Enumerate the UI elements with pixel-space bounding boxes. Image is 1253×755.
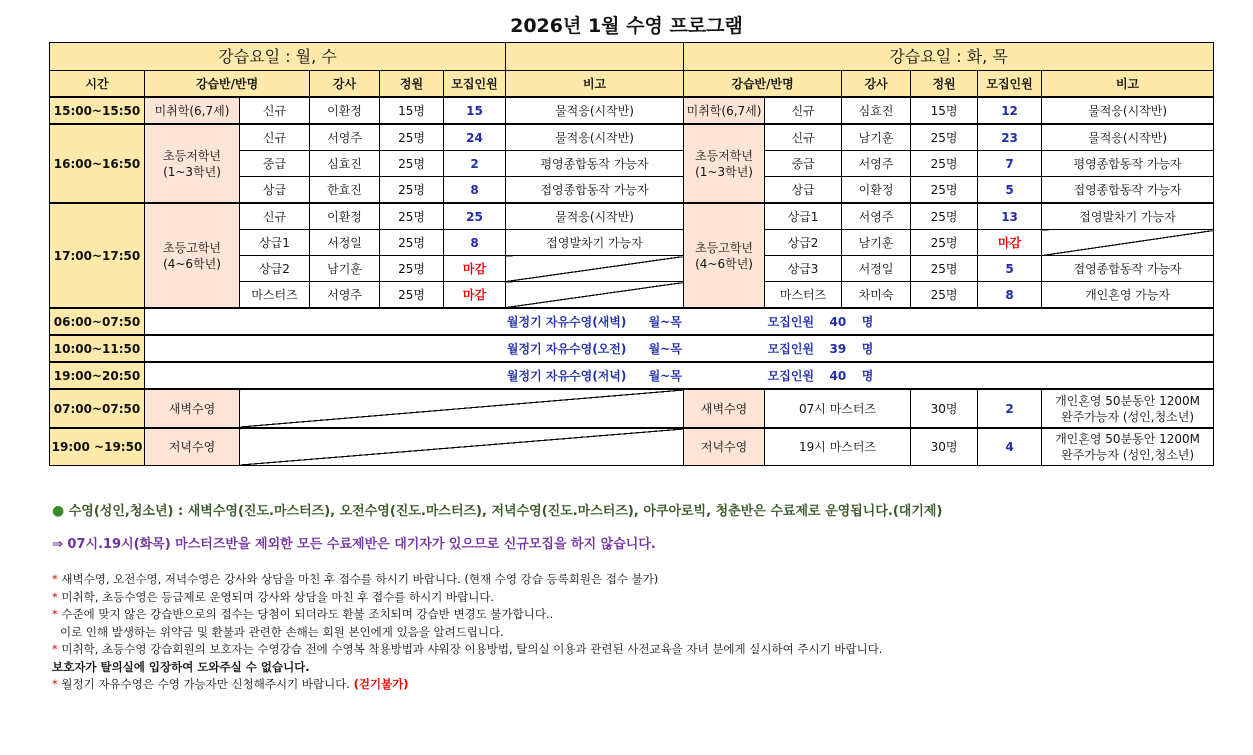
free-swim-label: 모집인원 — [767, 341, 815, 356]
recruit-cell-r: 13 — [978, 203, 1042, 230]
page-title: 2026년 1월 수영 프로그램 — [510, 15, 743, 37]
recruit-cell: 8 — [444, 230, 506, 256]
capacity-cell: 25명 — [380, 124, 444, 151]
bullet-dot-icon: ● — [52, 503, 65, 519]
adult-empty-cell — [240, 389, 684, 428]
note-cell-empty — [506, 256, 684, 282]
adult-name-cell: 새벽수영 — [145, 389, 240, 428]
adult-note-cell — [1042, 389, 1214, 428]
capacity-cell-r: 30명 — [911, 389, 978, 428]
teacher-cell-r: 서영주 — [842, 203, 911, 230]
asterisk-icon: * — [52, 607, 58, 621]
note-cell: 평영종합동작 가능자 — [506, 151, 684, 177]
capacity-cell-r: 25명 — [911, 256, 978, 282]
adult-note-line: 완주가능자 (성인,청소년) — [1061, 409, 1195, 424]
note-cell-r: 물적응(시작반) — [1042, 97, 1214, 124]
teacher-cell: 한효진 — [310, 177, 380, 204]
free-swim-row — [50, 308, 1214, 335]
adult-name-cell-r: 저녁수영 — [684, 428, 765, 465]
group-name: 초등저학년 — [163, 148, 221, 163]
note-text: 이로 인해 발생하는 위약금 및 환불과 관련한 손해는 회원 본인에게 있음을 알려드립니다. — [60, 624, 504, 639]
note-cell-r: 개인혼영 가능자 — [1042, 282, 1214, 309]
group-name: 초등고학년 — [163, 240, 221, 255]
level-cell-r: 마스터즈 — [765, 282, 842, 309]
days-left: 강습요일 : 월, 수 — [50, 43, 506, 71]
table-row — [50, 97, 1214, 124]
teacher-cell: 남기훈 — [310, 256, 380, 282]
header-teacher-r: 강사 — [842, 71, 911, 98]
level-cell-r: 신규 — [765, 124, 842, 151]
time-cell: 07:00~07:50 — [50, 389, 145, 428]
group-grade: (4~6학년) — [695, 256, 753, 271]
asterisk-icon: * — [52, 642, 58, 656]
free-swim-row — [50, 335, 1214, 362]
asterisk-icon: * — [52, 677, 58, 691]
group-cell-r — [684, 124, 765, 203]
recruit-cell: 2 — [444, 151, 506, 177]
table-row — [50, 203, 1214, 230]
group-cell-r: 미취학(6,7세) — [684, 97, 765, 124]
teacher-cell-r: 이환정 — [842, 177, 911, 204]
capacity-cell: 25명 — [380, 230, 444, 256]
recruit-cell-r: 12 — [978, 97, 1042, 124]
days-gap — [506, 43, 684, 71]
free-swim-days: 월~목 — [648, 368, 682, 383]
recruit-cell-r: 7 — [978, 151, 1042, 177]
header-row — [50, 71, 1214, 98]
free-swim-row — [50, 362, 1214, 389]
note-cell-r: 접영종합동작 가능자 — [1042, 256, 1214, 282]
fine-print — [52, 571, 1222, 694]
adult-class-cell: 19시 마스터즈 — [765, 428, 911, 465]
capacity-cell-r: 25명 — [911, 203, 978, 230]
teacher-cell: 이환정 — [310, 97, 380, 124]
free-swim-name: 월정기 자유수영(저녁) — [506, 368, 627, 383]
recruit-cell: 마감 — [444, 282, 506, 309]
adult-name-cell: 저녁수영 — [145, 428, 240, 465]
note-line — [52, 589, 1222, 607]
note-line — [52, 641, 1222, 659]
level-cell: 상급2 — [240, 256, 310, 282]
header-note-r: 비고 — [1042, 71, 1214, 98]
group-cell-r — [684, 203, 765, 308]
capacity-cell: 25명 — [380, 151, 444, 177]
capacity-cell-r: 25명 — [911, 282, 978, 309]
capacity-cell: 15명 — [380, 97, 444, 124]
note-text: 수준에 맞지 않은 강습반으로의 접수는 당첨이 되더라도 환불 조치되며 강습반 변경도 불가합니다.. — [61, 607, 554, 621]
recruit-cell-r: 5 — [978, 177, 1042, 204]
header-recruit-r: 모집인원 — [978, 71, 1042, 98]
capacity-cell: 25명 — [380, 256, 444, 282]
note-red-text: (걷기불가) — [353, 677, 409, 691]
header-recruit: 모집인원 — [444, 71, 506, 98]
free-swim-unit: 명 — [861, 368, 874, 383]
level-cell-r: 상급3 — [765, 256, 842, 282]
note-text: 보호자가 탈의실에 입장하여 도와주실 수 없습니다. — [52, 659, 310, 674]
level-cell-r: 상급1 — [765, 203, 842, 230]
capacity-cell-r: 25명 — [911, 177, 978, 204]
capacity-cell-r: 15명 — [911, 97, 978, 124]
header-teacher: 강사 — [310, 71, 380, 98]
free-swim-days: 월~목 — [648, 314, 682, 329]
adult-row — [50, 428, 1214, 465]
note-line — [52, 571, 1222, 589]
note-cell: 물적응(시작반) — [506, 203, 684, 230]
free-swim-name: 월정기 자유수영(새벽) — [506, 314, 627, 329]
asterisk-icon: * — [52, 589, 58, 604]
recruit-cell-r: 마감 — [978, 230, 1042, 256]
recruit-cell: 25 — [444, 203, 506, 230]
time-cell: 19:00 ~19:50 — [50, 428, 145, 465]
free-swim-label: 모집인원 — [767, 368, 815, 383]
note-line — [52, 606, 1222, 624]
note-text: 새벽수영, 오전수영, 저녁수영은 강사와 상담을 마친 후 접수를 하시기 바랍니다. (현재 수영 강습 등록회원은 접수 불가) — [61, 572, 659, 586]
capacity-cell-r: 25명 — [911, 151, 978, 177]
note-cell: 접영종합동작 가능자 — [506, 177, 684, 204]
level-cell: 신규 — [240, 124, 310, 151]
recruit-cell-r: 8 — [978, 282, 1042, 309]
group-cell — [145, 203, 240, 308]
header-time: 시간 — [50, 71, 145, 98]
note-line — [52, 624, 1222, 642]
time-cell: 16:00~16:50 — [50, 124, 145, 203]
recruit-cell-r: 2 — [978, 389, 1042, 428]
group-grade: (4~6학년) — [163, 256, 221, 271]
note-text: 미취학, 초등수영은 등급제로 운영되며 강사와 상담을 마친 후 접수를 하시기 바랍니다. — [61, 589, 495, 604]
table-row — [50, 124, 1214, 151]
capacity-cell: 25명 — [380, 282, 444, 309]
level-cell-r: 상급 — [765, 177, 842, 204]
note-text: 월정기 자유수영은 수영 가능자만 신청해주시기 바랍니다. — [61, 677, 350, 691]
teacher-cell-r: 서영주 — [842, 151, 911, 177]
teacher-cell-r: 서정일 — [842, 256, 911, 282]
adult-row — [50, 389, 1214, 428]
recruit-cell: 15 — [444, 97, 506, 124]
capacity-cell-r: 30명 — [911, 428, 978, 465]
level-cell: 신규 — [240, 203, 310, 230]
header-capacity-r: 정원 — [911, 71, 978, 98]
days-right: 강습요일 : 화, 목 — [684, 43, 1214, 71]
header-note: 비고 — [506, 71, 684, 98]
note-line — [52, 676, 1222, 694]
level-cell: 마스터즈 — [240, 282, 310, 309]
notice-purple: ⇒ 07시.19시(화목) 마스터즈반을 제외한 모든 수료제반은 대기자가 있으므로 신규모집을 하지 않습니다. — [52, 537, 656, 552]
header-class-r: 강습반/반명 — [684, 71, 842, 98]
adult-note-line: 완주가능자 (성인,청소년) — [1061, 447, 1195, 462]
teacher-cell: 심효진 — [310, 151, 380, 177]
group-name: 초등고학년 — [695, 240, 754, 255]
note-cell: 물적응(시작반) — [506, 97, 684, 124]
free-swim-count: 40 — [829, 368, 847, 383]
note-cell-empty — [506, 282, 684, 309]
note-cell-r: 평영종합동작 가능자 — [1042, 151, 1214, 177]
time-cell: 06:00~07:50 — [50, 308, 145, 335]
recruit-cell: 24 — [444, 124, 506, 151]
teacher-cell-r: 차미숙 — [842, 282, 911, 309]
capacity-cell: 25명 — [380, 203, 444, 230]
capacity-cell: 25명 — [380, 177, 444, 204]
notice-green — [52, 500, 1222, 519]
level-cell-r: 신규 — [765, 97, 842, 124]
level-cell-r: 상급2 — [765, 230, 842, 256]
free-swim-unit: 명 — [861, 341, 874, 356]
level-cell: 중급 — [240, 151, 310, 177]
level-cell: 상급 — [240, 177, 310, 204]
note-cell: 접영발차기 가능자 — [506, 230, 684, 256]
adult-note-cell — [1042, 428, 1214, 465]
capacity-cell-r: 25명 — [911, 124, 978, 151]
free-swim-info — [145, 362, 1214, 389]
adult-empty-cell — [240, 428, 684, 465]
note-text: 미취학, 초등수영 강습회원의 보호자는 수영강습 전에 수영복 착용방법과 샤워장 이용방법, 탈의실 이용과 관련된 사전교육을 자녀 분에게 실시하여 주시기 바랍니다. — [61, 642, 883, 656]
free-swim-info — [145, 335, 1214, 362]
time-cell: 15:00~15:50 — [50, 97, 145, 124]
asterisk-icon: * — [52, 572, 58, 586]
note-cell-r: 접영종합동작 가능자 — [1042, 177, 1214, 204]
adult-name-cell-r: 새벽수영 — [684, 389, 765, 428]
group-grade: (1~3학년) — [163, 164, 221, 179]
note-line — [52, 659, 1222, 677]
teacher-cell-r: 남기훈 — [842, 124, 911, 151]
teacher-cell: 이환정 — [310, 203, 380, 230]
teacher-cell-r: 남기훈 — [842, 230, 911, 256]
recruit-cell: 마감 — [444, 256, 506, 282]
teacher-cell: 서정일 — [310, 230, 380, 256]
free-swim-unit: 명 — [861, 314, 874, 329]
group-grade: (1~3학년) — [695, 164, 753, 179]
teacher-cell: 서영주 — [310, 124, 380, 151]
teacher-cell: 서영주 — [310, 282, 380, 309]
level-cell: 신규 — [240, 97, 310, 124]
free-swim-count: 39 — [829, 341, 847, 356]
recruit-cell-r: 5 — [978, 256, 1042, 282]
free-swim-name: 월정기 자유수영(오전) — [506, 341, 627, 356]
free-swim-count: 40 — [829, 314, 847, 329]
group-cell: 미취학(6,7세) — [145, 97, 240, 124]
group-name: 초등저학년 — [695, 148, 754, 163]
adult-class-cell: 07시 마스터즈 — [765, 389, 911, 428]
level-cell-r: 중급 — [765, 151, 842, 177]
note-cell-r: 물적응(시작반) — [1042, 124, 1214, 151]
schedule-table — [49, 42, 1214, 466]
teacher-cell-r: 심효진 — [842, 97, 911, 124]
notes-section — [52, 500, 1222, 694]
adult-note-line: 개인혼영 50분동안 1200M — [1055, 431, 1201, 446]
level-cell: 상급1 — [240, 230, 310, 256]
time-cell: 19:00~20:50 — [50, 362, 145, 389]
adult-note-line: 개인혼영 50분동안 1200M — [1055, 393, 1201, 408]
note-cell-empty — [1042, 230, 1214, 256]
capacity-cell-r: 25명 — [911, 230, 978, 256]
time-cell: 10:00~11:50 — [50, 335, 145, 362]
note-cell: 물적응(시작반) — [506, 124, 684, 151]
time-cell: 17:00~17:50 — [50, 203, 145, 308]
recruit-cell-r: 4 — [978, 428, 1042, 465]
note-cell-r: 접영발차기 가능자 — [1042, 203, 1214, 230]
recruit-cell: 8 — [444, 177, 506, 204]
recruit-cell-r: 23 — [978, 124, 1042, 151]
header-class: 강습반/반명 — [145, 71, 310, 98]
notice-green-text: 수영(성인,청소년) : 새벽수영(진도.마스터즈), 오전수영(진도.마스터즈), 저녁수영(진도.마스터즈), 아쿠아로빅, 청춘반은 수료제로 운영됩니다.(대기제) — [68, 504, 943, 519]
group-cell — [145, 124, 240, 203]
free-swim-days: 월~목 — [648, 341, 682, 356]
free-swim-info — [145, 308, 1214, 335]
free-swim-label: 모집인원 — [767, 314, 815, 329]
header-capacity: 정원 — [380, 71, 444, 98]
